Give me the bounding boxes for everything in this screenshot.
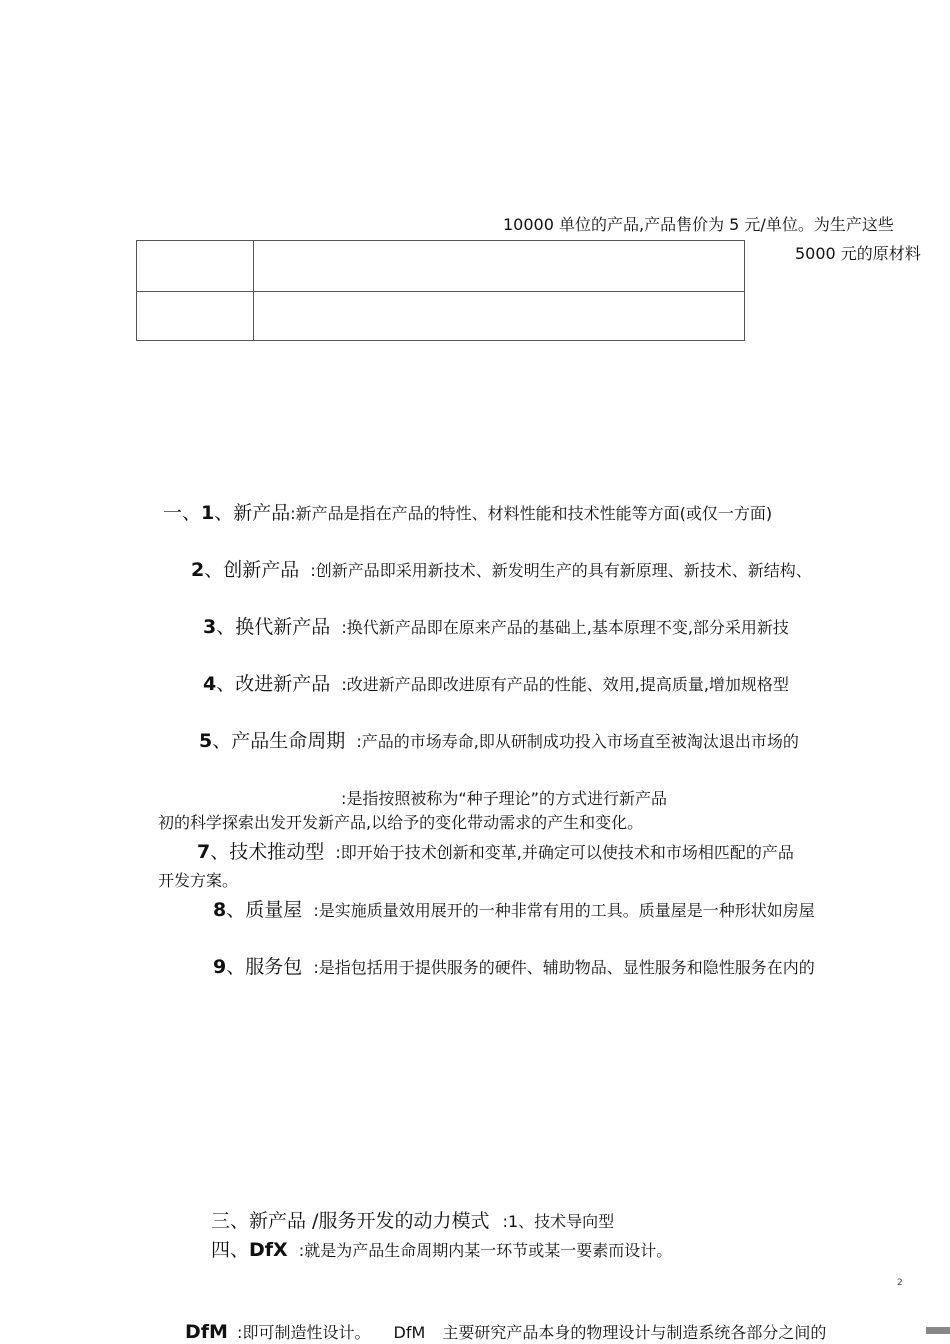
header-line-2: 5000 元的原材料 xyxy=(795,244,921,263)
scroll-indicator[interactable] xyxy=(926,1327,950,1334)
table-cell xyxy=(254,292,745,341)
definition-1 xyxy=(163,498,772,525)
definition-desc: :即开始于技术创新和变革,并确定可以使技术和市场相匹配的产品 xyxy=(335,843,794,862)
table-cell xyxy=(137,241,254,292)
definition-desc: :换代新产品即在原来产品的基础上,基本原理不变,部分采用新技 xyxy=(341,618,789,637)
definition-term: 、技术推动型 xyxy=(210,841,325,863)
table-row xyxy=(137,292,745,341)
definition-number: 2 xyxy=(191,559,205,581)
definition-8 xyxy=(213,895,815,922)
definition-4 xyxy=(203,669,789,696)
definition-term: 、服务包 xyxy=(226,956,303,978)
dfm-desc-2: DfM xyxy=(393,1323,426,1342)
definition-desc: :创新产品即采用新技术、新发明生产的具有新原理、新技术、新结构、 xyxy=(310,561,812,580)
definition-desc: :产品的市场寿命,即从研制成功投入市场直至被淘汰退出市场的 xyxy=(356,732,799,751)
header-line-1: 10000 单位的产品,产品售价为 5 元/单位。为生产这些 xyxy=(503,215,894,234)
definition-term: 、改进新产品 xyxy=(216,673,331,695)
definition-7 xyxy=(197,837,794,864)
definition-term: 、换代新产品 xyxy=(216,616,331,638)
section-desc: :1、技术导向型 xyxy=(502,1212,615,1231)
section-title: DfX xyxy=(249,1239,288,1261)
definition-3 xyxy=(203,612,789,639)
dfm-desc-3: 主要研究产品本身的物理设计与制造系统各部分之间的 xyxy=(442,1323,827,1342)
definition-desc: :是指包括用于提供服务的硬件、辅助物品、显性服务和隐性服务在内的 xyxy=(313,958,815,977)
definition-number: 5 xyxy=(199,730,213,752)
table-cell xyxy=(137,292,254,341)
definition-number: 3 xyxy=(203,616,217,638)
definition-2 xyxy=(191,555,812,582)
definition-number: 7 xyxy=(197,841,211,863)
definition-desc: :改进新产品即改进原有产品的性能、效用,提高质量,增加规格型 xyxy=(341,675,789,694)
definition-desc: :是实施质量效用展开的一种非常有用的工具。质量屋是一种形状如房屋 xyxy=(313,901,815,920)
definition-5 xyxy=(199,726,799,753)
section-title: 三、新产品 /服务开发的动力模式 xyxy=(211,1210,490,1232)
definition-term: 、新产品 xyxy=(214,502,291,524)
dfm-desc: :即可制造性设计。 xyxy=(237,1323,371,1342)
definition-number: 1 xyxy=(201,502,215,524)
section-prefix: 四、 xyxy=(211,1239,250,1261)
table-cell xyxy=(254,241,745,292)
seed-line-2: 初的科学探索出发开发新产品,以给予的变化带动需求的产生和变化。 xyxy=(158,813,644,832)
page-number: 2 xyxy=(897,1278,903,1288)
definition-term: 、质量屋 xyxy=(226,899,303,921)
table-row xyxy=(137,241,745,292)
definition-desc: :新产品是指在产品的特性、材料性能和技术性能等方面(或仅一方面) xyxy=(290,504,773,523)
definition-number: 8 xyxy=(213,899,227,921)
section-prefix: 一、 xyxy=(163,502,202,524)
definition-term: 、创新产品 xyxy=(204,559,300,581)
definition-number: 9 xyxy=(213,956,227,978)
section-desc: :就是为产品生命周期内某一环节或某一要素而设计。 xyxy=(298,1241,673,1260)
dfm-title: DfM xyxy=(185,1321,228,1343)
section-3 xyxy=(211,1206,614,1233)
data-table xyxy=(136,240,745,341)
definition-term: 、产品生命周期 xyxy=(212,730,346,752)
definition-9 xyxy=(213,952,815,979)
definition-number: 4 xyxy=(203,673,217,695)
section-4 xyxy=(211,1235,672,1262)
definition-7-continuation: 开发方案。 xyxy=(158,871,239,890)
dfm-line xyxy=(185,1320,826,1343)
seed-line-1: :是指按照被称为“种子理论”的方式进行新产品 xyxy=(341,789,667,808)
